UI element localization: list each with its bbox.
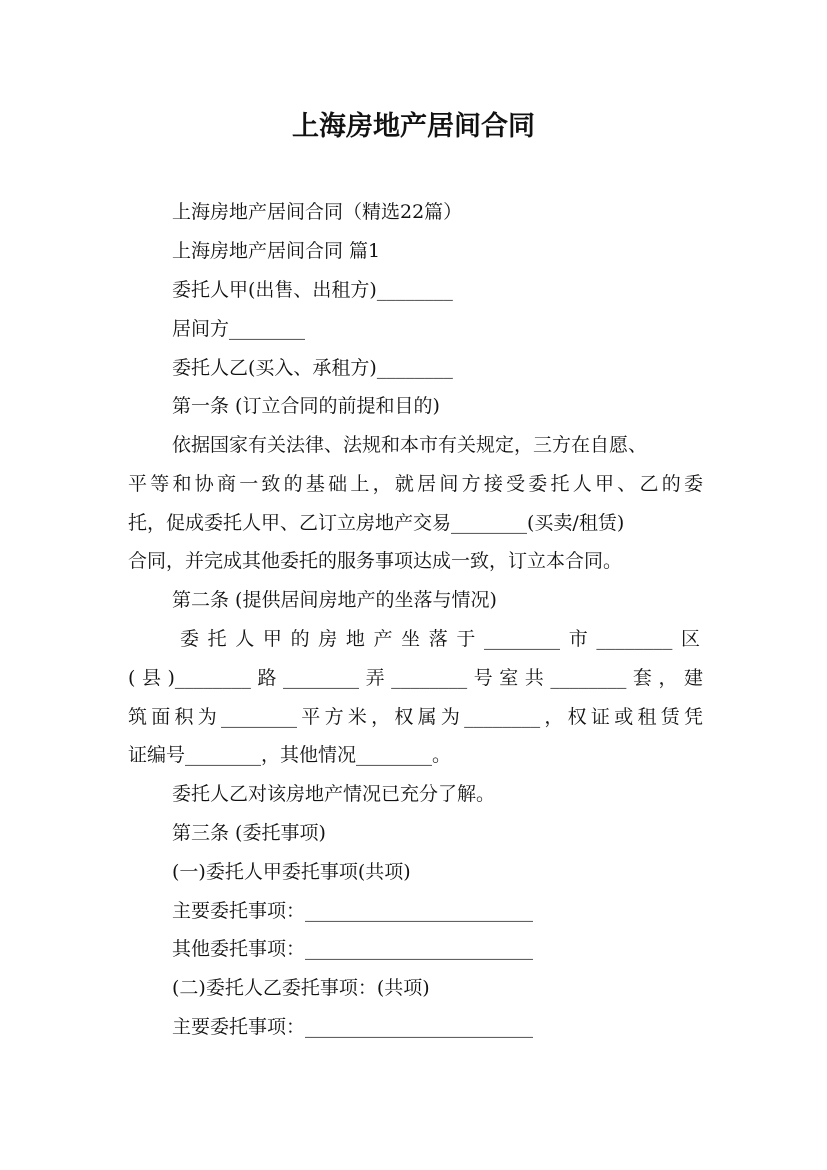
party-b-matters-heading: (二)委托人乙委托事项：(共项) [172, 977, 430, 999]
article-2-paragraph-line: (县)________路________弄________号室共________套，建 [128, 667, 703, 689]
party-a-matters-heading: (一)委托人甲委托事项(共项) [172, 861, 411, 883]
intermediary-line: 居间方________ [172, 318, 306, 340]
article-1-heading: 第一条 (订立合同的前提和目的) [172, 395, 440, 417]
other-matters-line: 其他委托事项：________________________ [172, 938, 534, 960]
article-2-paragraph-line: 筑面积为________平方米，权属为________，权证或租赁凭 [128, 706, 703, 728]
main-matters-line: 主要委托事项：________________________ [172, 1016, 534, 1038]
document-title: 上海房地产居间合同 [292, 111, 535, 142]
party-a-line: 委托人甲(出售、出租方)________ [172, 279, 453, 301]
article-1-paragraph-line: 托，促成委托人甲、乙订立房地产交易________(买卖/租赁) [128, 512, 625, 534]
article-2-paragraph-line: 证编号________，其他情况________。 [128, 744, 452, 766]
article-1-paragraph-line: 合同，并完成其他委托的服务事项达成一致，订立本合同。 [128, 550, 623, 572]
subtitle-line: 上海房地产居间合同（精选22篇） [172, 201, 463, 223]
section-heading: 上海房地产居间合同 篇1 [172, 240, 381, 262]
article-1-paragraph-line: 平等和协商一致的基础上，就居间方接受委托人甲、乙的委 [128, 473, 703, 495]
article-2-paragraph-line: 委托人甲的房地产坐落于________市________区 [180, 628, 700, 650]
article-1-paragraph-line: 依据国家有关法律、法规和本市有关规定，三方在自愿、 [172, 434, 648, 456]
party-b-line: 委托人乙(买入、承租方)________ [172, 357, 453, 379]
article-2-statement: 委托人乙对该房地产情况已充分了解。 [172, 783, 496, 805]
article-2-heading: 第二条 (提供居间房地产的坐落与情况) [172, 589, 497, 611]
article-3-heading: 第三条 (委托事项) [172, 822, 326, 844]
main-matters-line: 主要委托事项：________________________ [172, 900, 534, 922]
